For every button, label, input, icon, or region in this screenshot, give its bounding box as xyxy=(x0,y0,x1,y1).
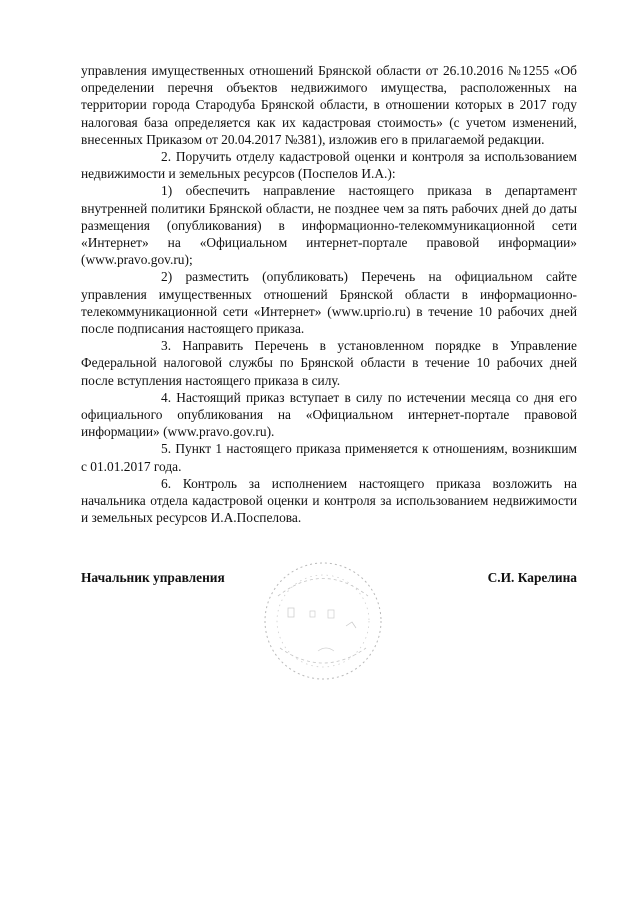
signature-position: Начальник управления xyxy=(81,570,225,585)
paragraph-text: Направить Перечень в установленном порядке в Управление Федеральной налоговой службы по Брянской области в течение 10 рабочих дней после вступления настоящего приказа в силу. xyxy=(81,338,577,388)
paragraph-number: 2. xyxy=(161,149,172,165)
paragraph-text: Поручить отделу кадастровой оценки и контроля за использованием недвижимости и земельных ресурсов (Поспелов И.А.): xyxy=(81,149,577,182)
signature-name: С.И. Карелина xyxy=(487,570,577,585)
paragraph-item-3 xyxy=(81,337,577,389)
paragraph-text: обеспечить направление настоящего приказа в департамент внутренней политики Брянской области, не позднее чем за пять рабочих дней до даты размещения (опубликования) в информационно-телекоммуникационной сети «Интернет» на «Официальном интернет-портале правовой информации» (www.pravo.gov.ru); xyxy=(81,183,577,268)
paragraph-number: 6. xyxy=(161,475,172,491)
paragraph-text: управления имущественных отношений Брянской области от 26.10.2016 №1255 «Об определении перечня объектов недвижимого имущества, расположенных на территории города Стародуба Брянской области, в отношении которых в 2017 году налоговая база определяется как их кадастровая стоимость» (с учетом изменений, внесенных Приказом от 20.04.2017 №381), изложив его в прилагаемой редакции. xyxy=(81,63,577,147)
paragraph-text: Контроль за исполнением настоящего приказа возложить на начальника отдела кадастровой оценки и контроля за использованием недвижимости и земельных ресурсов И.А.Поспелова. xyxy=(81,475,577,526)
paragraph-subitem-2 xyxy=(81,268,577,337)
paragraph-item-5 xyxy=(81,440,577,474)
paragraph-number: 4. xyxy=(161,389,172,405)
paragraph-item-4 xyxy=(81,389,577,441)
round-seal-stamp-icon xyxy=(258,556,388,686)
document-body xyxy=(81,62,577,526)
paragraph-item-2 xyxy=(81,148,577,182)
paragraph-number: 1) xyxy=(161,183,173,199)
paragraph-intro xyxy=(81,62,577,148)
paragraph-text: Пункт 1 настоящего приказа применяется к отношениям, возникшим с 01.01.2017 года. xyxy=(81,441,577,474)
paragraph-item-6 xyxy=(81,475,577,527)
paragraph-number: 5. xyxy=(161,441,172,457)
paragraph-subitem-1 xyxy=(81,182,577,268)
paragraph-number: 2) xyxy=(161,269,173,285)
paragraph-text: Настоящий приказ вступает в силу по истечении месяца со дня его официального опубликования на «Официальном интернет-портале правовой информации» (www.pravo.gov.ru). xyxy=(81,389,577,440)
paragraph-number: 3. xyxy=(161,338,172,354)
paragraph-text: разместить (опубликовать) Перечень на официальном сайте управления имущественных отношений Брянской области в информационно-телекоммуникационной сети «Интернет» (www.uprio.ru) в течение 10 рабочих дней после подписания настоящего приказа. xyxy=(81,269,577,337)
